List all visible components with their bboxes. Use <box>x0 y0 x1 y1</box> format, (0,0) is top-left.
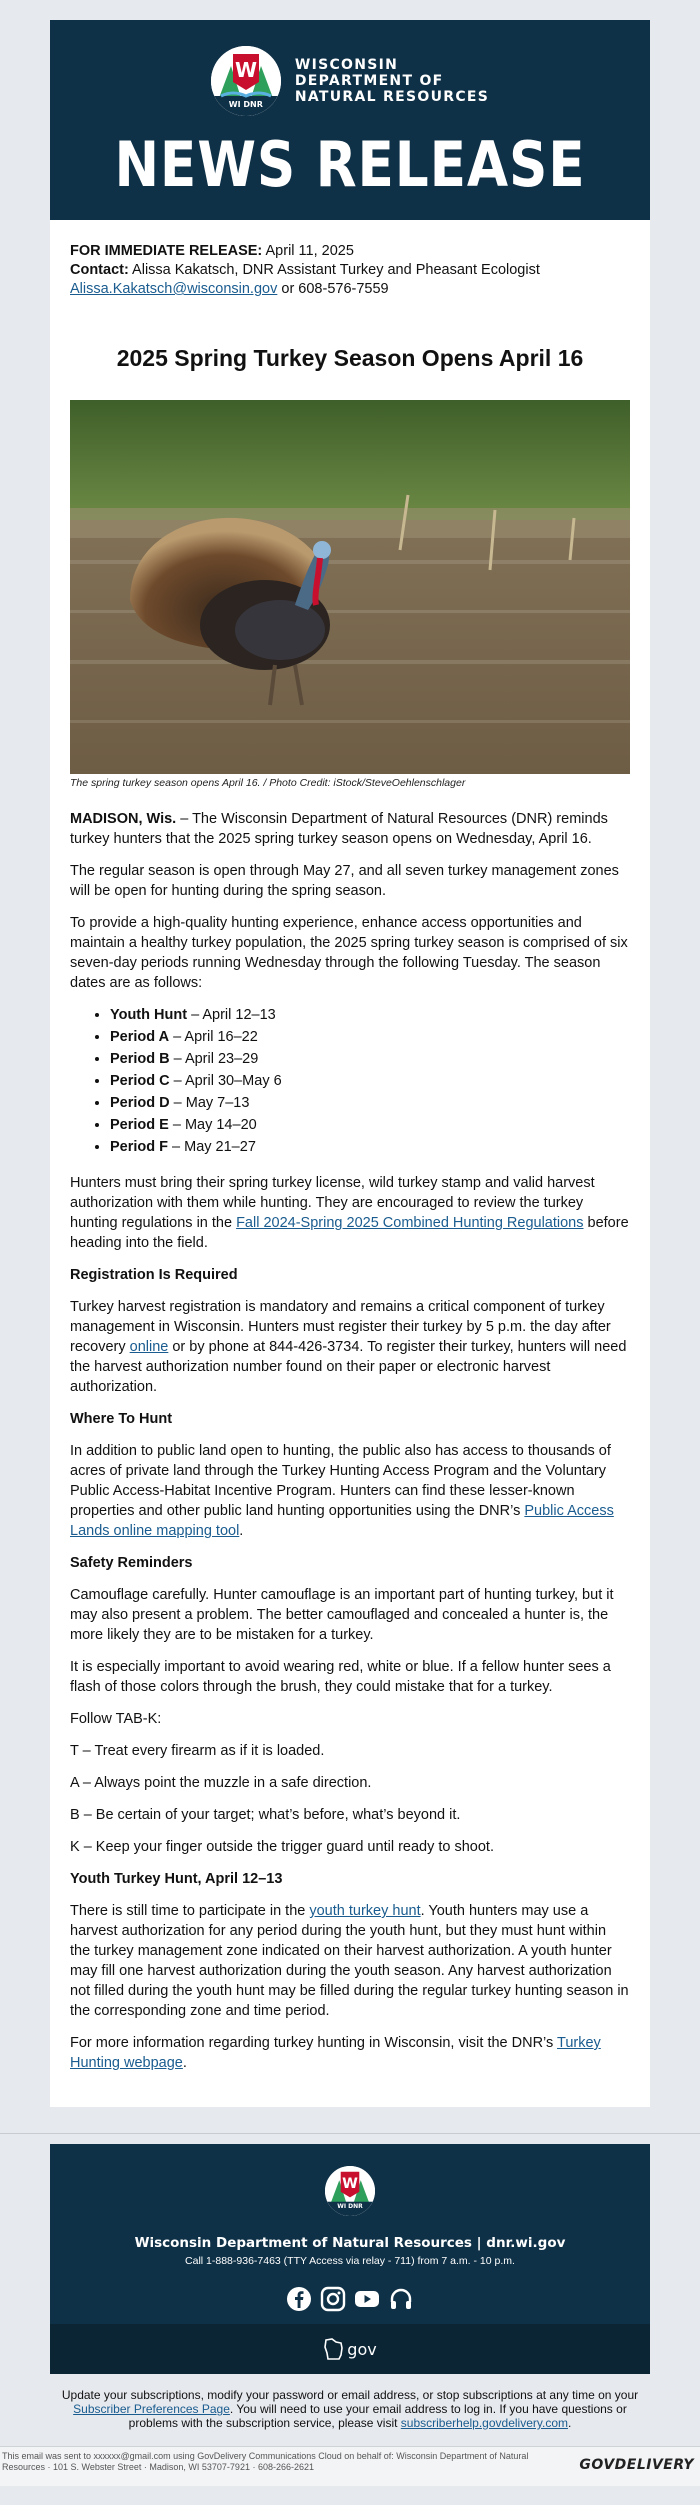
text-run: . <box>239 1523 244 1539</box>
contact-label: Contact: <box>70 262 129 278</box>
dept-name <box>295 57 489 105</box>
period-name: Period B <box>110 1051 170 1067</box>
wisconsin-state-icon <box>323 2337 345 2361</box>
dept-line-3: NATURAL RESOURCES <box>294 89 490 105</box>
masthead <box>50 20 650 220</box>
text-run: In addition to public land open to hunting, the public also has access to thousands of acres of private land through the Turkey Hunting Access Program and the Voluntary Public Access-Habitat Incentive Program. Hunters can find these lesser-known properties and other public land hunting opportunities using the DNR’s <box>70 1443 611 1519</box>
release-date: April 11, 2025 <box>265 243 354 259</box>
subscriber-help-link[interactable]: subscriberhelp.govdelivery.com <box>400 2416 568 2430</box>
season-periods-list <box>110 1005 630 1157</box>
turkey-photo <box>70 400 630 774</box>
paragraph-8: It is especially important to avoid wearing red, white or blue. If a fellow hunter sees a flash of those colors through the brush, they could mistake that for a turkey. <box>70 1659 611 1695</box>
youth-turkey-hunt-link[interactable]: youth turkey hunt <box>309 1903 421 1919</box>
period-name: Period A <box>110 1029 170 1045</box>
paragraph-7: Camouflage carefully. Hunter camouflage is an important part of hunting turkey, but it may also present a problem. The better camouflaged and concealed a hunter is, the more likely they are to be mistaken for a turkey. <box>70 1587 614 1643</box>
period-dates: – April 12–13 <box>187 1007 276 1023</box>
news-release-title: NEWS RELEASE <box>114 128 586 201</box>
social-links <box>50 2286 650 2312</box>
text-run: There is still time to participate in the <box>70 1903 310 1919</box>
list-item <box>110 1137 630 1157</box>
headline: 2025 Spring Turkey Season Opens April 16 <box>116 345 584 371</box>
text-run: For more information regarding turkey hunting in Wisconsin, visit the DNR’s <box>70 2035 558 2051</box>
contact-phone: or 608-576-7559 <box>281 281 389 297</box>
period-name: Period D <box>110 1095 170 1111</box>
podcast-icon[interactable] <box>388 2286 414 2312</box>
news-release-card <box>50 20 650 2107</box>
list-item <box>110 1027 630 1047</box>
heading-youth-hunt: Youth Turkey Hunt, April 12–13 <box>70 1871 283 1887</box>
contact-name: Alissa Kakatsch, DNR Assistant Turkey and Pheasant Ecologist <box>132 262 540 278</box>
footer-phone: Call 1-888-936-7463 (TTY Access via relay - 711) from 7 a.m. - 10 p.m. <box>185 2255 515 2267</box>
period-dates: – April 16–22 <box>169 1029 258 1045</box>
text-run: . You will need to use your email address to log in. If you have questions or problems with the subscription service, please visit <box>128 2402 627 2430</box>
regulations-link[interactable]: Fall 2024-Spring 2025 Combined Hunting Regulations <box>236 1215 584 1231</box>
svg-text:W: W <box>342 2176 358 2193</box>
instagram-icon[interactable] <box>320 2286 346 2312</box>
paragraph-2: The regular season is open through May 27, and all seven turkey management zones will be open for hunting during the spring season. <box>70 863 619 899</box>
period-name: Period E <box>110 1117 169 1133</box>
list-item <box>110 1071 630 1091</box>
tabk-b: B – Be certain of your target; what’s before, what’s beyond it. <box>70 1807 461 1823</box>
dnr-logo-icon <box>211 46 281 116</box>
photo-caption: The spring turkey season opens April 16. / Photo Credit: iStock/SteveOehlenschlager <box>70 777 466 789</box>
dnr-brand <box>50 46 650 116</box>
turkey-hunting-webpage-link[interactable]: Turkey Hunting webpage <box>70 2035 601 2071</box>
govdelivery-logo: GOVDELIVERY <box>579 2457 694 2473</box>
list-item <box>110 1115 630 1135</box>
dept-line-1: WISCONSIN <box>294 57 399 73</box>
paragraph-3: To provide a high-quality hunting experience, enhance access opportunities and maintain a healthy turkey population, the 2025 spring turkey season is comprised of six seven-day periods running Wednesday through the following Tuesday. The season dates are as follows: <box>70 915 628 991</box>
period-dates: – April 23–29 <box>169 1051 259 1067</box>
dept-line-2: DEPARTMENT OF <box>294 73 444 89</box>
footer-dnr-logo-icon <box>325 2166 375 2216</box>
paragraph-4 <box>70 1173 630 1253</box>
period-dates: – May 7–13 <box>169 1095 250 1111</box>
youtube-icon[interactable] <box>354 2286 380 2312</box>
lead-paragraph <box>70 809 630 849</box>
period-dates: – May 14–20 <box>168 1117 257 1133</box>
contact-email-link[interactable]: Alissa.Kakatsch@wisconsin.gov <box>70 281 278 297</box>
footer-org-name: Wisconsin Department of Natural Resources | dnr.wi.gov <box>134 2235 566 2251</box>
period-dates: – May 21–27 <box>168 1139 256 1155</box>
wisconsin-gov-strip <box>50 2324 650 2374</box>
gov-wordmark[interactable]: gov <box>347 2339 377 2359</box>
tabk-k: K – Keep your finger outside the trigger guard until ready to shoot. <box>70 1839 494 1855</box>
subscription-notice <box>50 2388 650 2430</box>
paragraph-10 <box>70 1901 630 2021</box>
legal-text: This email was sent to xxxxxx@gmail.com using GovDelivery Communications Cloud on behalf of: Wisconsin Department of Natural Resources · 101 S. Webster Street · Madison, WI 53707-7921 · 608-266-2621 <box>2 2451 529 2472</box>
legal-footer <box>0 2446 700 2486</box>
article-body <box>50 789 650 2107</box>
footer-logo-abbr: WI DNR <box>337 2203 363 2210</box>
text-run: . <box>182 2055 187 2071</box>
tabk-t: T – Treat every firearm as if it is loaded. <box>70 1743 325 1759</box>
section-divider <box>0 2133 700 2134</box>
facebook-icon[interactable] <box>286 2286 312 2312</box>
lead-text: – The Wisconsin Department of Natural Resources (DNR) reminds turkey hunters that the 2025 spring turkey season opens on Wednesday, April 16. <box>70 811 608 847</box>
paragraph-9: Follow TAB-K: <box>70 1711 162 1727</box>
release-label: FOR IMMEDIATE RELEASE: <box>70 243 263 259</box>
text-run: before heading into the field. <box>70 1215 629 1251</box>
release-meta <box>50 220 650 299</box>
period-name: Period C <box>110 1073 170 1089</box>
text-run: or by phone at 844-426-3734. To register their turkey, hunters will need the harvest authorization number found on their paper or electronic harvest authorization. <box>70 1339 627 1395</box>
text-run: Hunters must bring their spring turkey license, wild turkey stamp and valid harvest authorization with them while hunting. They are encouraged to review the turkey hunting regulations in the <box>70 1175 595 1231</box>
heading-where-to-hunt: Where To Hunt <box>70 1411 173 1427</box>
logo-abbr: WI DNR <box>228 100 263 109</box>
period-dates: – April 30–May 6 <box>169 1073 282 1089</box>
paragraph-5 <box>70 1297 630 1397</box>
period-name: Period F <box>110 1139 169 1155</box>
list-item <box>110 1049 630 1069</box>
public-access-lands-link[interactable]: Public Access Lands online mapping tool <box>70 1503 614 1539</box>
text-run: . <box>567 2416 572 2430</box>
text-run: Update your subscriptions, modify your password or email address, or stop subscriptions at any time on your <box>61 2388 639 2402</box>
text-run: . Youth hunters may use a harvest authorization for any period during the youth hunt, but they must hunt within the turkey management zone indicated on their harvest authorization. A youth hunter may fill one harvest authorization during the youth season. Any harvest authorization not filled during the youth hunt may be filled during the regular turkey hunting season in the corresponding zone and time period. <box>70 1903 629 2019</box>
tabk-a: A – Always point the muzzle in a safe direction. <box>70 1775 372 1791</box>
footer <box>50 2144 650 2324</box>
paragraph-11 <box>70 2033 630 2073</box>
heading-registration: Registration Is Required <box>70 1267 238 1283</box>
list-item <box>110 1093 630 1113</box>
heading-safety: Safety Reminders <box>70 1555 193 1571</box>
subscriber-preferences-link[interactable]: Subscriber Preferences Page <box>73 2402 230 2416</box>
list-item <box>110 1005 630 1025</box>
dateline: MADISON, Wis. <box>70 811 177 827</box>
period-name: Youth Hunt <box>110 1007 188 1023</box>
paragraph-6 <box>70 1441 630 1541</box>
text-run: Turkey harvest registration is mandatory and remains a critical component of turkey management in Wisconsin. Hunters must register their turkey by 5 p.m. the day after recovery <box>70 1299 611 1355</box>
online-registration-link[interactable]: online <box>129 1339 169 1355</box>
svg-text:W: W <box>234 58 257 82</box>
